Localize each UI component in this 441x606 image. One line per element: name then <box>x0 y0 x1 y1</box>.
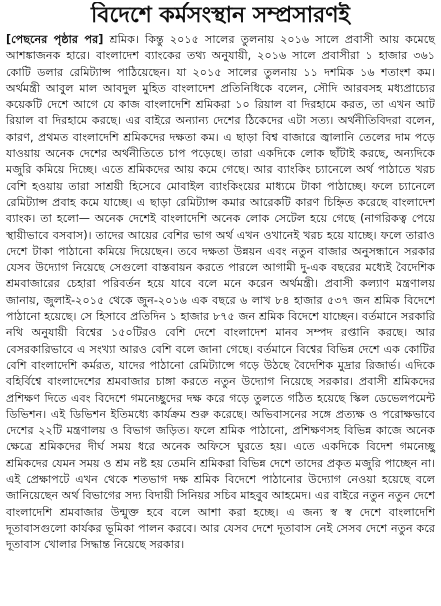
article-headline: বিদেশে কর্মসংস্থান সম্প্রসারণই <box>90 3 350 28</box>
continuation-kicker: [পেছনের পৃষ্ঠার পর] <box>6 33 104 46</box>
article-body <box>6 32 435 554</box>
article-body-text: শ্রমিক। কিন্তু ২০১৫ সালের তুলনায় ২০১৬ সালে প্রবাসী আয় কমেছে আশঙ্কাজনক হারে। বাংলাদেশ ব্যাংকের তথ্য অনুযায়ী, ২০১৬ সালে প্রবাসীরা ১ হাজার ৩৬১ কোটি ডলার রেমিট্যান্স পাঠিয়েছেন। যা ২০১৫ সালের তুলনায় ১১ দশমিক ১৬ শতাংশ কম। অর্থমন্ত্রী আবুল মাল আবদুল মুহিত বাংলাদেশ প্রতিনিধিকে বলেন, সৌদি আরবসহ মধ্যপ্রাচ্যের কয়েকটি দেশে আগে যে কাজ বাংলাদেশি শ্রমিকরা ১০ রিয়াল বা দিরহামে করত, তা এখন আট রিয়াল বা দিরহামে করছে। এর বাইরে অন্যান্য দেশের ঠিকেদের এটা সত্য। অর্থনীতিবিদরা বলেন, কারণ, প্রথমত বাংলাদেশি শ্রমিকদের দক্ষতা কম। এ ছাড়া বিশ্ব বাজারে জ্বালানি তেলের দাম পড়ে যাওয়ায় অনেক দেশের অর্থনীতিতে চাপ পড়েছে। তারা একদিকে লোক ছাঁটাই করছে, অন্যদিকে মজুরি কমিয়ে দিচ্ছে। এতে শ্রমিকদের আয় কমে গেছে। আর ব্যাংকিং চ্যানেলে অর্থ পাঠাতে খরচ বেশি হওয়ায় তারা সাশ্রয়ী হিসেবে মোবাইল ব্যাংকিংয়ের মাধ্যমে টাকা পাঠাচ্ছে। ফলে চ্যানেলে রেমিট্যান্স প্রবাহ কমে যাচ্ছে। এ ছাড়া রেমিট্যান্স কমার আরেকটি কারণ চিহ্নিত করেছে বাংলাদেশ ব্যাংক। তা হলো— অনেক দেশেই বাংলাদেশি অনেক লোক সেটেল হয়ে গেছে (নাগরিকত্ব পেয়ে স্থায়ীভাবে বসবাস)। তাদের আয়ের বেশির ভাগ অর্থ এখন ওখানেই খরচ হয়ে যাচ্ছে। ফলে তারাও দেশে টাকা পাঠানো কমিয়ে দিয়েছেন। তবে দক্ষতা উন্নয়ন এবং নতুন বাজার অনুসন্ধানে সরকার যেসব উদ্যোগ নিয়েছে সেগুলো বাস্তবায়ন করতে পারলে আগামী দু-এক বছরের মধ্যেই বৈদেশিক শ্রমবাজারের চেহারা পরিবর্তন হয়ে যাবে বলে মনে করেন অর্থমন্ত্রী। প্রবাসী কল্যাণ মন্ত্রণালয় জানায়, জুলাই-২০১৫ থেকে জুন-২০১৬ এক বছরে ৬ লাখ ৮৪ হাজার ৫৩৭ জন শ্রমিক বিদেশে পাঠানো হয়েছে। সে হিসাবে প্রতিদিন ১ হাজার ৮৭৫ জন শ্রমিক বিদেশে যাচ্ছেন। বর্তমানে সরকারি নথি অনুযায়ী বিশ্বের ১৫০টিরও বেশি দেশে বাংলাদেশ মানব সম্পদ রপ্তানি করছে। আর বেসরকারিভাবে এ সংখ্যা আরও বেশি বলে জানা গেছে। বর্তমানে বিশ্বের বিভিন্ন দেশে এক কোটির বেশি বাংলাদেশি কর্মরত, যাদের পাঠানো রেমিট্যান্সে গড়ে উঠছে বৈদেশিক মুদ্রার রিজার্ভ। এদিকে বহির্বিশ্বে বাংলাদেশের শ্রমবাজার চাঙ্গা করতে নতুন উদ্যোগ নিয়েছে সরকার। প্রবাসী শ্রমিকদের প্রশিক্ষণ দিতে এবং বিদেশে গমনেচ্ছুদের দক্ষ করে গড়ে তুলতে গঠিত হয়েছে স্কিল ডেভেলপমেন্ট ডিভিশন। এই ডিভিশন ইতিমধ্যে কার্যক্রম শুরু করেছে। অভিবাসনের সঙ্গে প্রত্যক্ষ ও পরোক্ষভাবে দেশের ২২টি মন্ত্রণালয় ও বিভাগ জড়িত। ফলে শ্রমিক পাঠানো, প্রশিক্ষণসহ বিভিন্ন কাজে অনেক ক্ষেত্রে শ্রমিকদের দীর্ঘ সময় ধরে অনেক অফিসে ঘুরতে হয়। এতে একদিকে বিদেশ গমনেচ্ছু শ্রমিকদের যেমন সময় ও শ্রম নষ্ট হয় তেমনি শ্রমিকরা বিভিন্ন দেশে তাদের প্রকৃত মজুরি পাচ্ছেন না। এই প্রেক্ষাপটে এখন থেকে শতভাগ দক্ষ শ্রমিক বিদেশে পাঠানোর উদ্যোগ নেওয়া হয়েছে বলে জানিয়েছেন অর্থ বিভাগের সদ্য বিদায়ী সিনিয়র সচিব মাহবুব আহমেদ। এর বাইরে নতুন নতুন দেশে বাংলাদেশি শ্রমবাজার উন্মুক্ত হবে বলে আশা করা হচ্ছে। এ জন্য স্ব স্ব দেশে বাংলাদেশি দূতাবাসগুলো কার্যকর ভূমিকা পালন করবে। আর যেসব দেশে দূতাবাস নেই সেসব দেশে নতুন করে দূতাবাস খোলার সিদ্ধান্ত নিয়েছে সরকার। <box>6 33 435 552</box>
